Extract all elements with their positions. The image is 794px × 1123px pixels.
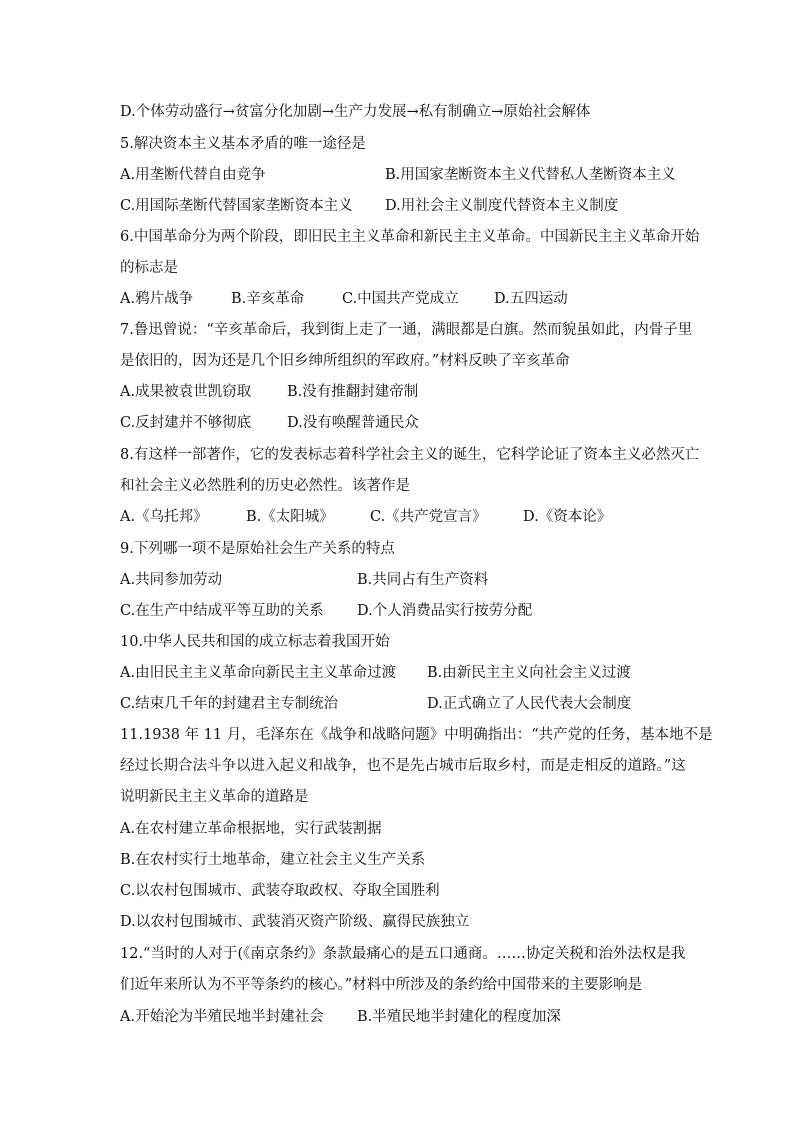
q5-option-b: B.用国家垄断资本主义代替私人垄断资本主义 [385, 167, 676, 183]
q6-option-a: A.鸦片战争 [120, 291, 194, 307]
q7-stem-line2: 是依旧的，因为还是几个旧乡绅所组织的军政府。”材料反映了辛亥革命 [120, 353, 570, 369]
q8-option-d: D.《资本论》 [523, 509, 612, 525]
q10-option-d: D.正式确立了人民代表大会制度 [427, 696, 632, 712]
q8-stem-line1: 8.有这样一部著作，它的发表标志着科学社会主义的诞生，它科学论证了资本主义必然灭亡 [120, 447, 700, 463]
q7-option-c: C.反封建并不够彻底 [120, 415, 252, 431]
q9-option-d: D.个人消费品实行按劳分配 [357, 603, 533, 619]
q5-option-c: C.用国际垄断代替国家垄断资本主义 [120, 198, 353, 214]
q10-stem: 10.中华人民共和国的成立标志着我国开始 [120, 634, 390, 650]
q6-option-b: B.辛亥革命 [231, 291, 305, 307]
q12-option-a: A.开始沦为半殖民地半封建社会 [120, 1009, 324, 1025]
q6-option-c: C.中国共产党成立 [342, 291, 459, 307]
q7-option-b: B.没有推翻封建帝制 [287, 384, 419, 400]
q10-option-a: A.由旧民主主义革命向新民主主义革命过渡 [120, 665, 397, 681]
q9-option-a: A.共同参加劳动 [120, 572, 223, 588]
q12-stem-line1: 12.“当时的人对于(《南京条约》条款最痛心的是五口通商。……协定关税和治外法权是我 [120, 946, 686, 962]
q12-option-b: B.半殖民地半封建化的程度加深 [357, 1009, 561, 1025]
q6-stem-line1: 6.中国革命分为两个阶段，即旧民主主义革命和新民主主义革命。中国新民主主义革命开始 [120, 229, 700, 245]
q11-option-d: D.以农村包围城市、武装消灭资产阶级、赢得民族独立 [120, 914, 470, 930]
q11-stem-line3: 说明新民主主义革命的道路是 [120, 789, 309, 805]
q12-stem-line2: 们近年来所认为不平等条约的核心。”材料中所涉及的条约给中国带来的主要影响是 [120, 977, 643, 993]
q6-option-d: D.五四运动 [494, 291, 568, 307]
q11-stem-line1: 11.1938 年 11 月，毛泽东在《战争和战略问题》中明确指出：“共产党的任务，基本地不是 [120, 727, 713, 743]
q11-stem-line2: 经过长期合法斗争以进入起义和战争，也不是先占城市后取乡村，而是走相反的道路。”这 [120, 758, 686, 774]
q11-option-a: A.在农村建立革命根据地，实行武装割据 [120, 821, 382, 837]
q10-option-c: C.结束几千年的封建君主专制统治 [120, 696, 339, 712]
q11-option-c: C.以农村包围城市、武装夺取政权、夺取全国胜利 [120, 883, 440, 899]
q8-option-b: B.《太阳城》 [246, 509, 334, 525]
q9-option-b: B.共同占有生产资料 [357, 572, 489, 588]
q7-stem-line1: 7.鲁迅曾说：“辛亥革命后，我到街上走了一通，满眼都是白旗。然而貌虽如此，内骨子里 [120, 322, 693, 338]
q5-option-d: D.用社会主义制度代替资本主义制度 [385, 198, 619, 214]
q6-stem-line2: 的标志是 [120, 260, 178, 276]
q9-option-c: C.在生产中结成平等互助的关系 [120, 603, 324, 619]
q8-option-a: A.《乌托邦》 [120, 509, 208, 525]
q8-option-c: C.《共产党宣言》 [370, 509, 487, 525]
q5-stem: 5.解决资本主义基本矛盾的唯一途径是 [120, 136, 366, 152]
q7-option-d: D.没有唤醒普通民众 [287, 415, 419, 431]
q8-stem-line2: 和社会主义必然胜利的历史必然性。该著作是 [120, 478, 410, 494]
q4-option-d: D.个体劳动盛行→贫富分化加剧→生产力发展→私有制确立→原始社会解体 [120, 104, 591, 120]
q9-stem: 9.下列哪一项不是原始社会生产关系的特点 [120, 541, 395, 557]
q7-option-a: A.成果被袁世凯窃取 [120, 384, 252, 400]
q10-option-b: B.由新民主主义向社会主义过渡 [427, 665, 631, 681]
q5-option-a: A.用垄断代替自由竞争 [120, 167, 266, 183]
q11-option-b: B.在农村实行土地革命，建立社会主义生产关系 [120, 852, 426, 868]
